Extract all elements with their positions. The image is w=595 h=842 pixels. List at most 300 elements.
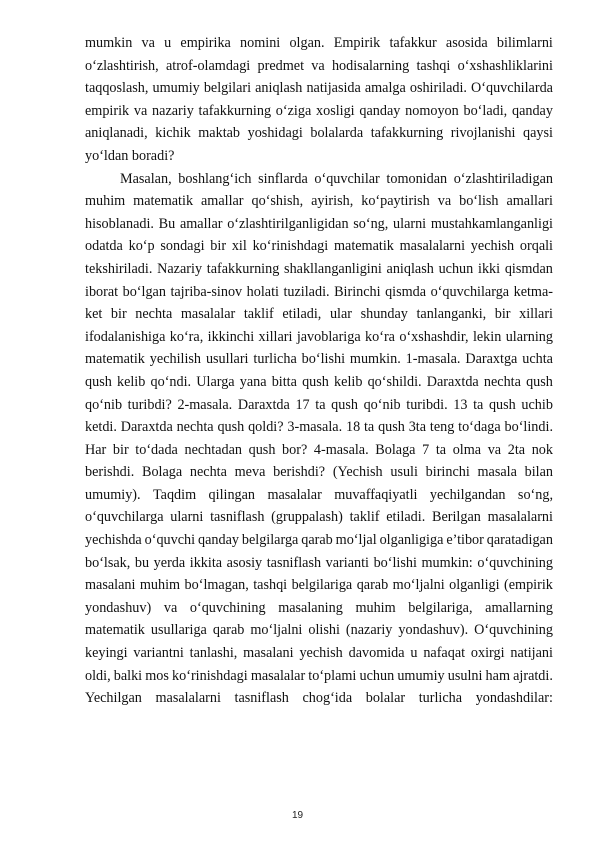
word: (nazariy (345, 622, 393, 639)
word: mumkin: (421, 554, 473, 571)
word: 3-masala. (287, 419, 343, 436)
word: bu (134, 554, 150, 571)
word: bor? (282, 441, 308, 458)
word: qarab (212, 622, 245, 639)
word: turlicha (253, 351, 297, 368)
word: usullari (205, 351, 249, 368)
word: mo‘ljal (335, 532, 377, 549)
word: uchib (521, 396, 553, 413)
word: qo‘shildi. (367, 373, 422, 390)
text-line (85, 371, 553, 394)
word: xillari (258, 328, 293, 345)
word: qo‘nib (85, 396, 123, 413)
word: yana (239, 373, 267, 390)
text-line (85, 122, 553, 145)
word: xil (231, 238, 247, 255)
word: ko‘rinishdagi (172, 667, 248, 684)
word: qanday (359, 102, 401, 119)
word: usuli (390, 464, 418, 481)
text-line (85, 597, 553, 620)
word: Ularga (196, 373, 235, 390)
word: nomini (240, 35, 281, 51)
word: bir (112, 441, 129, 458)
word: muhim (85, 193, 126, 210)
word: bo‘lgan (122, 283, 166, 300)
word: va (133, 102, 148, 119)
word: 4-masala. (313, 441, 369, 458)
word: (empirik (504, 577, 553, 594)
word: usullariga (150, 622, 207, 639)
word: so‘ng, (517, 486, 553, 503)
text-line (85, 619, 553, 642)
word: oxirgi (470, 645, 505, 662)
word: o‘quvchi (144, 532, 196, 549)
text-line (85, 416, 553, 439)
word: oshiriladi. (409, 80, 467, 97)
word: o‘zlashtiriladigan (453, 170, 553, 187)
word: olganligiga (379, 532, 444, 549)
body-text (85, 32, 553, 710)
word: holati (246, 283, 279, 300)
word: mo‘ljalni (392, 577, 445, 594)
text-line (85, 32, 553, 55)
word: bir (494, 306, 511, 323)
word: qush (302, 373, 329, 390)
word: amallarning (485, 599, 553, 616)
word: 3ta (408, 419, 427, 436)
word: yerda (153, 554, 186, 571)
word: nechtadan (184, 441, 242, 458)
word: e’tibor (446, 532, 484, 549)
word: tafakkur (389, 35, 437, 51)
word: kichik (155, 125, 191, 142)
word: kelib (116, 373, 146, 390)
word: O‘quvchining (474, 622, 553, 639)
word: tashqi (416, 57, 451, 74)
text-line (85, 281, 553, 304)
word: ikki (478, 260, 501, 277)
word: qush (85, 373, 112, 390)
word: meva (234, 464, 266, 481)
word: asosida (445, 35, 488, 51)
word: uchta (522, 351, 553, 368)
word: ta (363, 419, 375, 436)
word: u (410, 645, 418, 662)
text-line (85, 168, 553, 191)
text-line (85, 552, 553, 575)
text-line (85, 77, 553, 100)
word: masalalarni (399, 238, 466, 255)
word: ketma- (513, 283, 553, 300)
word: yechishda (85, 532, 142, 549)
text-line (85, 642, 553, 665)
word: balki (113, 667, 143, 684)
word: (Yechish (332, 464, 383, 481)
word: xosligi (316, 102, 355, 119)
word: to‘dada (135, 441, 178, 458)
word: amalga (364, 80, 406, 97)
word: turibdi? (127, 396, 172, 413)
word: tafakkurning (206, 260, 280, 277)
word: keyingi (85, 645, 128, 662)
word: muhim (139, 577, 181, 594)
text-line (85, 461, 553, 484)
word: hodisalarning (331, 57, 410, 74)
word: boshlang‘ich (178, 170, 252, 187)
word: varianti (325, 554, 369, 571)
text-line (85, 213, 553, 236)
text-line (85, 394, 553, 417)
word: ko‘ra, (169, 328, 204, 345)
text-line (85, 326, 553, 349)
text-line (85, 574, 553, 597)
word: atrof-olamdagi (165, 57, 251, 74)
word: orqali (519, 238, 553, 255)
word: Bolaga (141, 464, 183, 481)
word: mumkin (85, 35, 133, 51)
word: masalalar (267, 486, 322, 503)
word: nok (531, 441, 553, 458)
word: o‘quvchining (189, 599, 266, 616)
word: etiladi. (386, 509, 426, 526)
word: Yechilgan (85, 690, 142, 707)
word: o‘ziga (275, 102, 312, 119)
word: turibdi. (406, 396, 448, 413)
word: bo‘lishi (301, 351, 346, 368)
word: belgilariga (291, 577, 353, 594)
word: olishi (308, 622, 340, 639)
word: masalalarni (155, 690, 221, 707)
word: bo‘lsak, (85, 554, 131, 571)
word: aniqlash (386, 260, 434, 277)
word: shunday (360, 306, 408, 323)
word: qush (488, 396, 516, 413)
word: taklif (243, 306, 274, 323)
word: ayirish, (311, 193, 354, 210)
word: 2-masala. (177, 396, 233, 413)
word: o‘xshashliklarini (457, 57, 553, 74)
word: O‘quvchilarda (471, 80, 553, 97)
text-line (85, 235, 553, 258)
word: iborat (85, 283, 119, 300)
word: ta (435, 441, 447, 458)
text-line (85, 100, 553, 123)
word: u (164, 35, 172, 51)
word: ular (329, 306, 352, 323)
word: amallar (201, 193, 244, 210)
word: Birinchi (334, 283, 381, 300)
word: va (437, 193, 452, 210)
word: belgilari (203, 80, 252, 97)
word: olganligi (449, 577, 500, 594)
word: Empirik (333, 35, 381, 51)
text-line (85, 506, 553, 529)
text-line (85, 303, 553, 326)
word: javoblariga (296, 328, 361, 345)
word: Daraxtga (465, 351, 518, 368)
word: ket (85, 306, 103, 323)
word: umumiy (397, 667, 445, 684)
word: olma (452, 441, 482, 458)
text-line (85, 687, 553, 710)
word: qoldi? (248, 419, 284, 436)
word: qo‘ndi. (150, 373, 192, 390)
word: Daraxtda (237, 396, 290, 413)
word: sinflarda (258, 170, 308, 187)
word: 13 (453, 396, 468, 413)
word: uchun (438, 260, 474, 277)
word: ularni (170, 509, 204, 526)
word: ularning (505, 328, 553, 345)
word: tanlashi, (189, 645, 238, 662)
word: taqqoslash, (85, 80, 149, 97)
text-line (85, 484, 553, 507)
word: yoshidagi (247, 125, 303, 142)
text-line (85, 55, 553, 78)
word: ko‘ra (365, 328, 395, 345)
word: bo‘ladi, (463, 102, 508, 119)
text-line (85, 258, 553, 281)
word: predmet (257, 57, 305, 74)
text-line (85, 665, 553, 688)
word: uchun (359, 667, 395, 684)
word: o‘quvchining (477, 554, 553, 571)
word: masalalar (250, 667, 306, 684)
word: birinchi (425, 464, 470, 481)
word: mustahkamlanganligi (430, 215, 553, 232)
word: lekin (472, 328, 502, 345)
word: qush (331, 396, 358, 413)
word: masalalar (180, 306, 236, 323)
word: Berilgan (431, 509, 481, 526)
word: rivojlanishi (450, 125, 516, 142)
word: ifodalanishiga (85, 328, 166, 345)
word: nafaqat (423, 645, 466, 662)
word: qarab (301, 532, 333, 549)
word: ta (473, 396, 484, 413)
word: va (487, 441, 502, 458)
word: bilan (524, 464, 553, 481)
word: muvaffaqiyatli (334, 486, 418, 503)
word: tasniflash (266, 554, 322, 571)
word: tomonidan (386, 170, 448, 187)
word: Daraxtda (120, 419, 173, 436)
word: qaratadigan (486, 532, 553, 549)
word: va (311, 57, 325, 74)
word: ularni (393, 215, 427, 232)
word: teng (429, 419, 455, 436)
word: o‘zlashtirish, (85, 57, 159, 74)
word: mumkin. (349, 351, 401, 368)
word: masalalarni (487, 509, 553, 526)
word: nechta (135, 306, 173, 323)
word: Masalan, (120, 170, 172, 187)
word: usulni (447, 667, 483, 684)
word: qush (217, 419, 245, 436)
word: ham (485, 667, 510, 684)
word: o‘zlashtirilganligidan (227, 215, 349, 232)
word: tashqi (253, 577, 288, 594)
word: tasniflash (210, 509, 265, 526)
word: ko‘rinishdagi (252, 238, 329, 255)
word: taklif (349, 509, 380, 526)
word: tasniflash (234, 690, 289, 707)
word: yondashdilar: (475, 690, 553, 707)
word: berishdi. (85, 464, 135, 481)
word: (gruppalash) (271, 509, 343, 526)
word: qush (248, 441, 276, 458)
word: to‘daga (458, 419, 501, 436)
word: bolalarda (310, 125, 364, 142)
word: masalaning (278, 599, 343, 616)
word: amallari (506, 193, 553, 210)
word: ta (315, 396, 326, 413)
word: empirik (85, 102, 130, 119)
word: asosiy (226, 554, 263, 571)
word: nazariy (152, 102, 194, 119)
word: so‘ng, (353, 215, 389, 232)
word: masalani (85, 577, 136, 594)
word: yechish (299, 645, 343, 662)
word: masalani (243, 645, 294, 662)
word: nechta (483, 373, 521, 390)
word: Daraxtda (426, 373, 479, 390)
word: 17 (295, 396, 310, 413)
word: aniqlash (255, 80, 303, 97)
word: natijasida (306, 80, 361, 97)
word: qo‘shish, (251, 193, 304, 210)
word: umumiy). (85, 486, 141, 503)
word: o‘quvchilarga (430, 283, 510, 300)
word: bir (110, 306, 127, 323)
word: o‘xshashdir, (399, 328, 469, 345)
word: o‘quvchilar (314, 170, 380, 187)
word: mo‘ljalni (250, 622, 303, 639)
word: yondashuv) (85, 599, 152, 616)
text-line (85, 348, 553, 371)
word: Taqdim (152, 486, 197, 503)
word: ikkinchi (207, 328, 255, 345)
word: tuziladi. (283, 283, 330, 300)
word: bo‘lish (459, 193, 499, 210)
text-line (85, 439, 553, 462)
word: qismdan (504, 260, 553, 277)
word: yechish (470, 238, 515, 255)
word: umumiy (152, 80, 200, 97)
word: bilimlarni (496, 35, 553, 51)
word: bo‘lindi. (504, 419, 553, 436)
word: qo‘nib (363, 396, 401, 413)
word: 18 (345, 419, 361, 436)
word: maktab (198, 125, 241, 142)
word: 2ta (507, 441, 526, 458)
word: ajratdi. (513, 667, 553, 684)
word: etiladi, (282, 306, 322, 323)
word: tafakkurning (198, 102, 272, 119)
word: 1-masala. (405, 351, 461, 368)
word: bitta (271, 373, 297, 390)
word: mos (145, 667, 169, 684)
word: qush (378, 419, 405, 436)
word: nechta (189, 464, 227, 481)
word: kelib (334, 373, 363, 390)
word: yondashuv). (398, 622, 469, 639)
word: Har (85, 441, 107, 458)
word: matematik (333, 238, 394, 255)
word: natijani (510, 645, 553, 662)
word: shakllanganligini (284, 260, 382, 277)
word: qilingan (208, 486, 256, 503)
word: aniqlanadi, (85, 125, 148, 142)
word: hisoblanadi. (85, 215, 154, 232)
word: matematik (85, 351, 145, 368)
word: qaysi (523, 125, 553, 142)
word: 7 (422, 441, 430, 458)
word: tekshiriladi. (85, 260, 153, 277)
word: sondagi (160, 238, 205, 255)
word: va (141, 35, 155, 51)
word: tanlanganki, (416, 306, 487, 323)
word: bo‘lishi (373, 554, 417, 571)
word: oldi, (85, 667, 111, 684)
word: nomoyon (405, 102, 459, 119)
word: qanday (511, 102, 553, 119)
word: Bolaga (375, 441, 416, 458)
word: yechilgandan (429, 486, 506, 503)
word: o‘quvchilarga (85, 509, 164, 526)
word: Nazariy (157, 260, 203, 277)
word: qanday (197, 532, 239, 549)
word: chog‘ida (302, 690, 353, 707)
word: ko‘p (128, 238, 155, 255)
word: ikkita (189, 554, 223, 571)
word: olgan. (289, 35, 325, 51)
word: yechilish (149, 351, 202, 368)
text-line (85, 190, 553, 213)
word: muhim (355, 599, 396, 616)
word: Bu (158, 215, 176, 232)
word: variantni (133, 645, 184, 662)
word: to‘plami (308, 667, 357, 684)
word: ko‘paytirish (361, 193, 430, 210)
word: belgilarga (241, 532, 299, 549)
word: qismda (385, 283, 427, 300)
word: tafakkurning (370, 125, 444, 142)
word: tajriba-sinov (170, 283, 243, 300)
word: ketdi. (85, 419, 117, 436)
word: bolalar (365, 690, 406, 707)
word: bo‘lmagan, (184, 577, 249, 594)
word: amallar (179, 215, 223, 232)
word: belgilariga, (408, 599, 473, 616)
word: va (163, 599, 178, 616)
word: nechta (176, 419, 214, 436)
word: davomida (348, 645, 405, 662)
word: matematik (133, 193, 194, 210)
page-number: 19 (291, 810, 304, 821)
word: berishdi? (273, 464, 326, 481)
word: empirika (180, 35, 231, 51)
word: qarab (356, 577, 389, 594)
word: odatda (85, 238, 123, 255)
word: qush (526, 373, 553, 390)
text-line: yo‘ldan boradi? (85, 147, 175, 164)
word: xillari (519, 306, 553, 323)
word: bir (210, 238, 227, 255)
word: masala (477, 464, 517, 481)
text-line (85, 529, 553, 552)
word: turlicha (418, 690, 463, 707)
